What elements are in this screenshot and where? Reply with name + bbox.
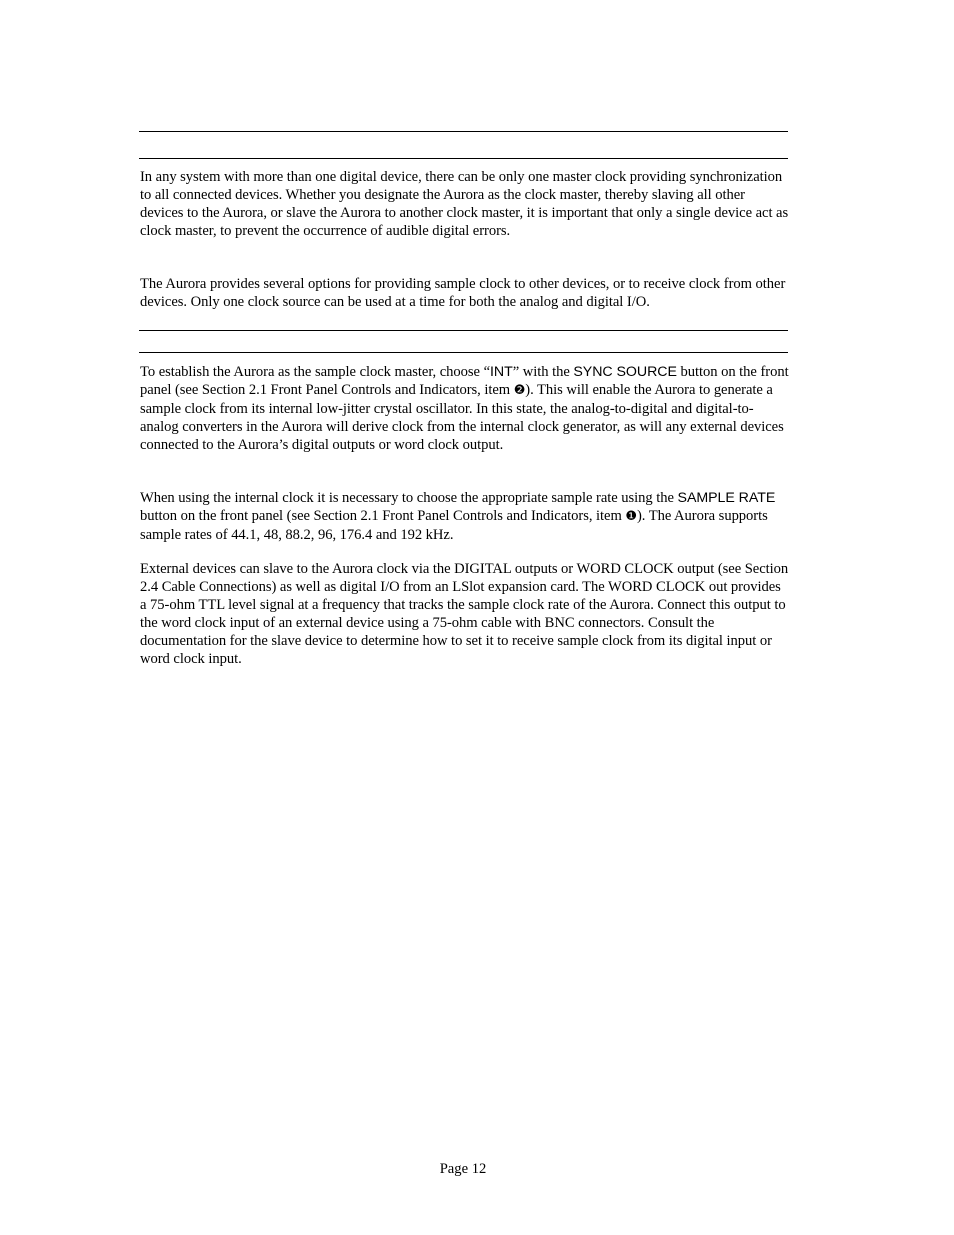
page-number: Page 12 xyxy=(439,1161,487,1177)
item-2-marker: ❷ xyxy=(513,383,526,398)
sample-rate-button-label: SAMPLE RATE xyxy=(677,490,776,506)
item-1-marker: ❶ xyxy=(625,509,637,524)
int-label: INT xyxy=(490,364,513,380)
sync-source-button-label: SYNC SOURCE xyxy=(573,364,677,380)
section-2-top-rule xyxy=(139,330,788,331)
section-2-bottom-rule xyxy=(139,352,788,353)
section-1-top-rule xyxy=(139,131,788,132)
sample-rate-paragraph: When using the internal clock it is necessary to choose the appropriate sample rate using the SAMPLE RATE button on the front panel (see Section 2.1 Front Panel Controls and Indicators, item ❶). The Aurora supports sample rates of 44.1, 48, 88.2, 96, 176.4 and 192 kHz. xyxy=(140,490,776,543)
clock-master-intro-paragraph: In any system with more than one digital device, there can be only one master clock providing synchronization to all connected devices. Whether you designate the Aurora as the clock master, thereby slaving all other devices to the Aurora, or slave the Aurora to another clock master, it is important that only a single device act as clock master, to prevent the occurrence of audible digital errors. xyxy=(140,169,789,239)
internal-clock-master-paragraph: To establish the Aurora as the sample clock master, choose “INT” with the SYNC SOURCE button on the front panel (see Section 2.1 Front Panel Controls and Indicators, item ❷). This will enable the Aurora to generate a sample clock from its internal low-jitter crystal oscillator. In this state, the analog-to-digital and digital-to-analog converters in the Aurora will derive clock from the internal clock generator, as will any external devices connected to the Aurora’s digital outputs or word clock output. xyxy=(140,364,789,453)
section-1-bottom-rule xyxy=(139,158,788,159)
external-devices-paragraph: External devices can slave to the Aurora clock via the DIGITAL outputs or WORD CLOCK output (see Section 2.4 Cable Connections) as well as digital I/O from an LSlot expansion card. The WORD CLOCK out provides a 75-ohm TTL level signal at a frequency that tracks the sample clock rate of the Aurora. Connect this output to the word clock input of an external device using a 75-ohm cable with BNC connectors. Consult the documentation for the slave device to determine how to set it to receive sample clock from its digital input or word clock input. xyxy=(140,561,789,667)
clock-options-paragraph: The Aurora provides several options for providing sample clock to other devices, or to receive clock from other devices. Only one clock source can be used at a time for both the analog and digital I/O. xyxy=(140,276,786,310)
